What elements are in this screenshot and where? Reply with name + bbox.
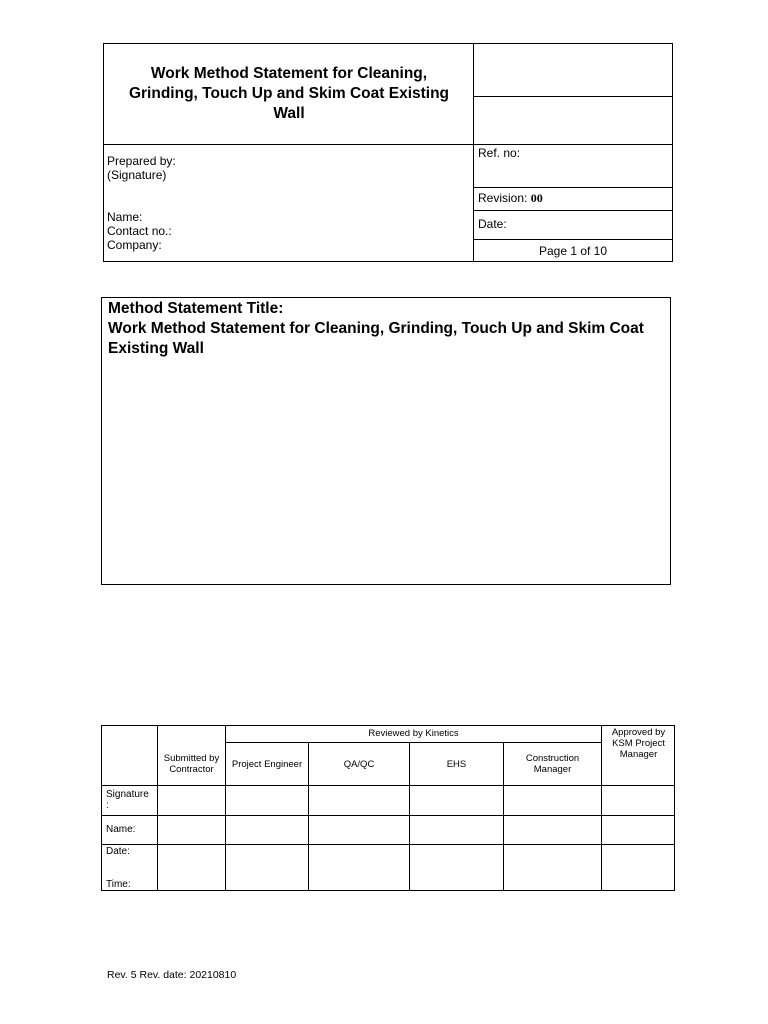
signature-label: (Signature) [107, 168, 167, 182]
col-qa-qc: QA/QC [343, 758, 375, 770]
reviewed-by-header: Reviewed by Kinetics [368, 728, 459, 739]
row-date-label: Date: [106, 846, 130, 857]
page-number: Page 1 of 10 [538, 244, 608, 258]
revision-label: Revision: [478, 191, 528, 205]
name-label: Name: [107, 210, 143, 224]
company-label: Company: [107, 238, 162, 252]
right-rule-3 [473, 187, 673, 188]
row-signature-label: Signature [106, 789, 149, 800]
approval-table [101, 725, 675, 891]
method-statement-label: Method Statement Title: [108, 300, 284, 317]
prepared-by-label: Prepared by: [107, 154, 176, 168]
header-left-rule [104, 144, 474, 145]
row-name-label: Name: [106, 824, 136, 835]
row-time-label: Time: [106, 879, 131, 890]
col-project-engineer: Project Engineer [231, 758, 303, 770]
revision-field [478, 191, 543, 205]
method-statement-box [101, 297, 671, 585]
col-ehs: EHS [446, 758, 467, 770]
table-row-line-1 [102, 785, 674, 786]
contact-label: Contact no.: [107, 224, 172, 238]
ref-no-label: Ref. no: [478, 146, 521, 160]
method-statement-title: Work Method Statement for Cleaning, Grinding, Touch Up and Skim Coat Existing Wall [108, 320, 644, 357]
table-row-line-2 [102, 815, 674, 816]
col-construction-manager: Construction Manager [525, 753, 580, 775]
row-signature-colon: : [106, 800, 109, 811]
document-title: Work Method Statement for Cleaning, Grinding, Touch Up and Skim Coat Existing Wall [128, 65, 450, 122]
table-row-line-3 [102, 844, 674, 845]
revision-value: 00 [530, 191, 543, 205]
right-rule-2 [473, 144, 673, 145]
right-rule-1 [473, 96, 673, 97]
submitted-by-header: Submitted by Contractor [163, 752, 220, 775]
date-label: Date: [478, 217, 507, 231]
header-block [103, 43, 673, 262]
approved-by-header: Approved by KSM Project Manager [611, 727, 666, 760]
footer-revision: Rev. 5 Rev. date: 20210810 [107, 969, 237, 981]
right-rule-4 [473, 210, 673, 211]
